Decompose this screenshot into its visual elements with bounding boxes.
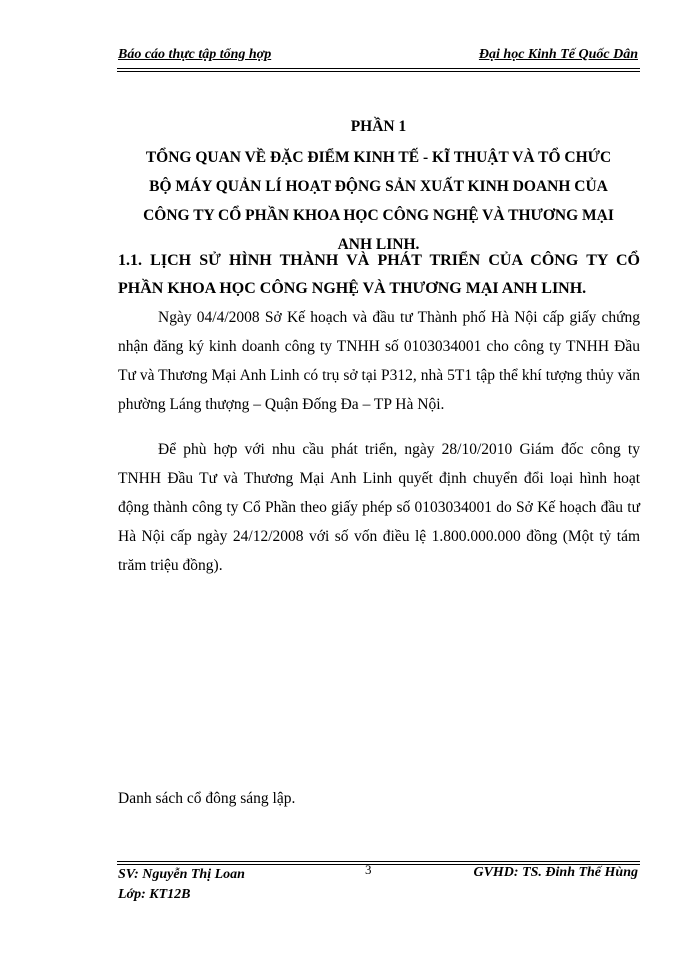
main-title-line: TỔNG QUAN VỀ ĐẶC ĐIỂM KINH TẾ - KĨ THUẬT VÀ TỔ CHỨC xyxy=(145,149,612,166)
main-title-line: BỘ MÁY QUẢN LÍ HOẠT ĐỘNG SẢN XUẤT KINH DOANH CỦA xyxy=(149,178,608,195)
page-number: 3 xyxy=(365,862,372,877)
footer-class: Lớp: KT12B xyxy=(118,887,191,902)
footer-supervisor: GVHD: TS. Đinh Thế Hùng xyxy=(473,865,638,880)
header-divider xyxy=(117,68,640,72)
header-report-title: Báo cáo thực tập tổng hợp xyxy=(118,47,272,62)
footer-divider xyxy=(117,861,640,865)
main-title-line: CÔNG TY CỔ PHẦN KHOA HỌC CÔNG NGHỆ VÀ THƯƠNG MẠI xyxy=(143,207,614,224)
footer-student-info xyxy=(118,865,245,905)
shareholder-list-caption: Danh sách cổ đông sáng lập. xyxy=(118,790,296,807)
footer-student-name: SV: Nguyễn Thị Loan xyxy=(118,867,245,882)
paragraph-conversion: Để phù hợp với nhu cầu phát triển, ngày 28/10/2010 Giám đốc công ty TNHH Đầu Tư và Thương Mại Anh Linh quyết định chuyển đổi loại hình hoạt động thành công ty Cổ Phần theo giấy phép số 0103034001 do Sở Kế hoạch đầu tư Hà Nội cấp ngày 24/12/2008 với số vốn điều lệ 1.800.000.000 đồng (Một tỷ tám trăm triệu đồng). xyxy=(118,441,640,574)
header-university: Đại học Kinh Tế Quốc Dân xyxy=(478,47,638,62)
paragraph-founding: Ngày 04/4/2008 Sở Kế hoạch và đầu tư Thành phố Hà Nội cấp giấy chứng nhận đăng ký kinh doanh công ty TNHH số 0103034001 cho công ty TNHH Đầu Tư và Thương Mại Anh Linh có trụ sở tại P312, nhà 5T1 tập thể khí tượng thủy văn phường Láng thượng – Quận Đống Đa – TP Hà Nội. xyxy=(118,309,640,413)
part-title: PHẦN 1 xyxy=(350,118,407,135)
main-title-line: ANH LINH. xyxy=(337,236,420,253)
main-title xyxy=(117,143,640,259)
section-heading: 1.1. LỊCH SỬ HÌNH THÀNH VÀ PHÁT TRIỂN CỦA CÔNG TY CỔ PHẦN KHOA HỌC CÔNG NGHỆ VÀ THƯƠNG MẠI ANH LINH. xyxy=(118,252,640,297)
